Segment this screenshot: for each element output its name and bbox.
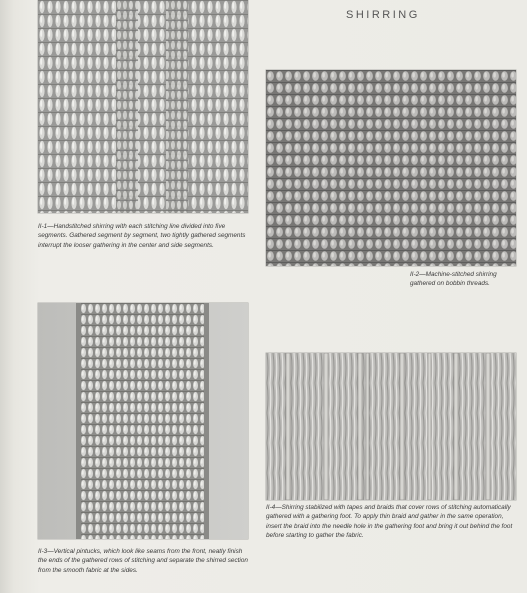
caption-ii-1: II-1—Handstitched shirring with each stitching line divided into five segments. Gathered segment by segment, two tightly gathered segments interrupt the looser gathering in the center and side segments.	[38, 223, 246, 249]
caption-ii-4: II-4—Shirring stabilized with tapes and braids that cover rows of stitching automatically gathered with a gathering foot. To apply thin braid and gather in the same operation, insert the braid into the needle hole in the gathering foot and bring it out behind the foot before starting to gather the fabric.	[266, 504, 513, 540]
photo-machine-stitched-shirring	[266, 70, 516, 266]
fabric-image-2	[266, 70, 516, 266]
caption-ii-2: II-2—Machine-stitched shirring gathered on bobbin threads.	[410, 271, 497, 288]
fabric-image-3	[38, 303, 248, 539]
fabric-image-4	[266, 353, 516, 500]
running-head: SHIRRING	[346, 9, 420, 21]
photo-handstitched-shirring	[38, 0, 248, 213]
caption-ii-3: II-3—Vertical pintucks, which look like seams from the front, neatly finish the ends of the gathered rows of stitching and separate the shirred section from the smooth fabric at the sides.	[38, 548, 248, 574]
photo-tapes-and-braids	[266, 353, 516, 500]
photo-vertical-pintucks	[38, 303, 248, 539]
fabric-image-1	[38, 0, 248, 213]
